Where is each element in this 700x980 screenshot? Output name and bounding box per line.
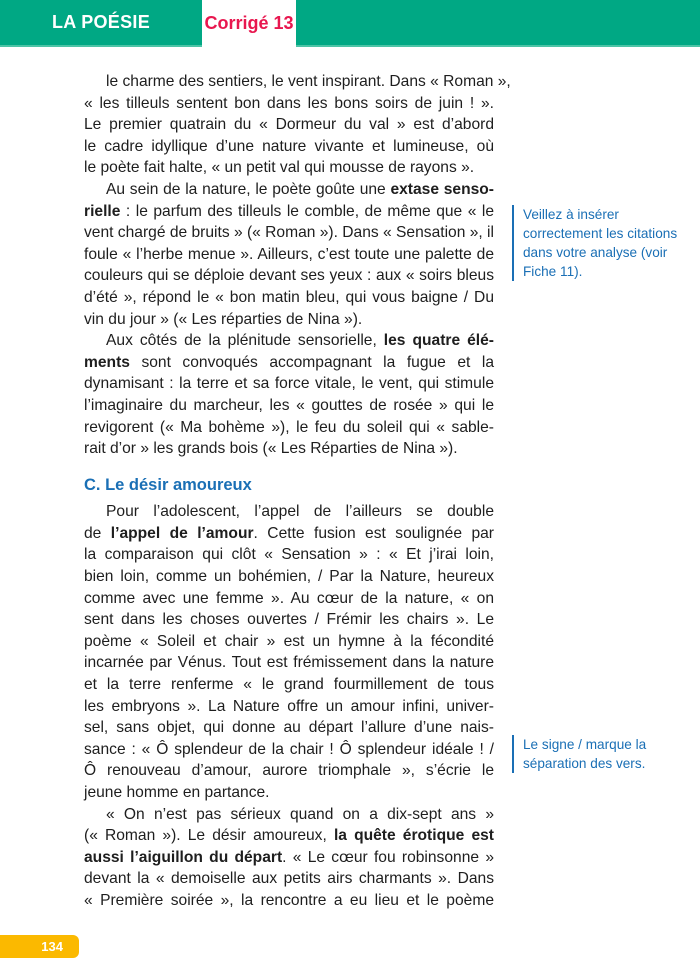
- text-run: : le parfum des tilleuls le comble, de même que « le: [120, 202, 494, 220]
- text-line: [84, 287, 494, 309]
- text-run: le charme des sentiers, le vent inspirant. Dans « Roman »,: [106, 73, 511, 90]
- text-line: [84, 222, 494, 244]
- text-line: [84, 868, 494, 890]
- margin-note-citations: Veillez à insérer correctement les citations dans votre analyse (voir Fiche 11).: [512, 205, 693, 281]
- text-line: [84, 652, 494, 674]
- text-run: couleurs qui se déploie devant ses yeux : aux « soirs bleus: [84, 267, 494, 285]
- text-run: . Cette fusion est soulignée par: [253, 524, 494, 542]
- text-line: [84, 717, 494, 739]
- text-run: foule « l’herbe menue ». Ailleurs, c’est toute une palette de: [84, 245, 494, 263]
- text-line: [84, 588, 494, 610]
- text-run: devant la « demoiselle aux petits airs charmants ». Dans: [84, 870, 494, 888]
- text-line: [84, 609, 494, 631]
- section-heading: C. Le désir amoureux: [84, 475, 252, 494]
- text-line: [84, 265, 494, 287]
- text-line: [84, 544, 494, 566]
- main-text: [84, 71, 511, 912]
- text-line: [84, 352, 494, 374]
- text-line: [84, 395, 494, 417]
- paragraph: [84, 501, 494, 803]
- section-title: LA POÉSIE: [51, 12, 151, 32]
- text-run: vent chargé de bruits » (« Roman »). Dans « Sensation », il: [84, 224, 494, 242]
- text-line: [84, 523, 494, 545]
- text-run: le poète fait halte, « un petit val qui mousse de rayons ».: [84, 159, 475, 177]
- text-line: [84, 201, 494, 223]
- text-run: « Première soirée », la rencontre a eu lieu et le poème: [84, 891, 494, 909]
- text-line: [84, 760, 494, 782]
- bold-phrase: rielle: [84, 202, 121, 220]
- text-part-2: [84, 501, 494, 911]
- text-line: [84, 847, 494, 869]
- text-run: bien loin, comme un bohémien, / Par la Nature, heureux: [84, 568, 494, 586]
- text-line: [84, 179, 494, 201]
- text-line: [84, 501, 494, 523]
- text-run: Ô renouveau d’amour, aurore triomphale », s’écrie le: [84, 762, 494, 780]
- text-run: vin du jour » (« Les réparties de Nina »).: [84, 310, 363, 328]
- text-line: [84, 696, 494, 718]
- paragraph: [84, 330, 494, 460]
- text-line: [84, 114, 494, 136]
- text-run: les embryons ». La Nature offre un amour infini, univer-: [84, 697, 494, 715]
- chapter-tab: Corrigé 13: [204, 13, 294, 33]
- text-line: [84, 157, 494, 179]
- text-line: [84, 566, 494, 588]
- header-band-right: [296, 0, 700, 47]
- text-run: Au sein de la nature, le poète goûte une: [106, 180, 391, 198]
- text-run: le cadre idyllique d’une nature vivante et lumineuse, où: [84, 137, 494, 155]
- margin-note-verse-separator: Le signe / marque la séparation des vers.: [512, 735, 693, 773]
- text-line: [84, 417, 494, 439]
- text-run: poème « Soleil et chair » est un hymne à la fécondité: [84, 632, 494, 650]
- text-run: la comparaison qui clôt « Sensation » : « Et j’irai loin,: [84, 546, 494, 564]
- text-run: et la terre renferme « le grand fourmillement de tous: [84, 676, 494, 694]
- text-run: « les tilleuls sentent bon dans les bons soirs de juin ! ».: [84, 94, 494, 112]
- text-line: [84, 825, 494, 847]
- bold-phrase: les quatre élé-: [383, 332, 494, 350]
- text-run: Le premier quatrain du « Dormeur du val » est d’abord: [84, 116, 494, 134]
- text-run: dynamisant : la terre et sa force vitale, le vent, qui stimule: [84, 375, 494, 393]
- text-line: [84, 373, 494, 395]
- text-line: [84, 804, 494, 826]
- text-line: [84, 309, 494, 331]
- text-line: [84, 674, 494, 696]
- text-run: l’imaginaire du marcheur, les « gouttes de rosée » qui le: [84, 396, 494, 414]
- text-run: (« Roman »). Le désir amoureux,: [84, 827, 334, 845]
- text-line: [84, 136, 494, 158]
- bold-phrase: aussi l’aiguillon du départ: [84, 848, 283, 866]
- bold-phrase: la quête érotique est: [333, 827, 494, 845]
- text-run: revigorent (« Ma bohème »), le feu du soleil qui « sable-: [84, 418, 494, 436]
- text-run: de: [84, 524, 111, 542]
- text-run: Pour l’adolescent, l’appel de l’ailleurs se double: [106, 503, 494, 521]
- text-line: [84, 782, 494, 804]
- text-part-1: [84, 71, 511, 460]
- text-line: [84, 438, 494, 460]
- text-run: sel, sans objet, qui donne au départ l’allure d’une nais-: [84, 719, 494, 737]
- bold-phrase: l’appel de l’amour: [110, 524, 254, 542]
- text-line: [84, 244, 494, 266]
- text-run: comme avec une femme ». Au cœur de la nature, « on: [84, 589, 494, 607]
- text-line: [84, 739, 494, 761]
- text-run: incarnée par Vénus. Tout est frémissement dans la nature: [84, 654, 494, 672]
- text-run: rait d’or » les grands bois (« Les Réparties de Nina »).: [84, 440, 458, 458]
- text-line: [84, 631, 494, 653]
- text-run: sont convoqués accompagnant la fugue et la: [129, 353, 494, 371]
- text-run: jeune homme en partance.: [84, 784, 270, 801]
- text-line: [84, 330, 494, 352]
- text-line: [84, 93, 494, 115]
- paragraph: [84, 71, 511, 179]
- text-line: [84, 890, 494, 912]
- text-line: [84, 71, 511, 93]
- text-run: Aux côtés de la plénitude sensorielle,: [106, 332, 384, 350]
- bold-phrase: ments: [84, 353, 130, 371]
- bold-phrase: extase senso-: [390, 180, 494, 198]
- text-run: « On n’est pas sérieux quand on a dix-sept ans »: [106, 805, 494, 823]
- paragraph: [84, 804, 494, 912]
- page-number: 134: [0, 935, 79, 958]
- text-run: sent dans les choses ouvertes / Frémir les chairs ». Le: [84, 611, 494, 629]
- text-run: d’été », répond le « bon matin bleu, qui vous baigne / Du: [84, 288, 494, 306]
- text-run: . « Le cœur fou robinsonne »: [282, 848, 494, 866]
- text-run: sance : « Ô splendeur de la chair ! Ô splendeur idéale ! /: [84, 740, 494, 758]
- paragraph: [84, 179, 494, 330]
